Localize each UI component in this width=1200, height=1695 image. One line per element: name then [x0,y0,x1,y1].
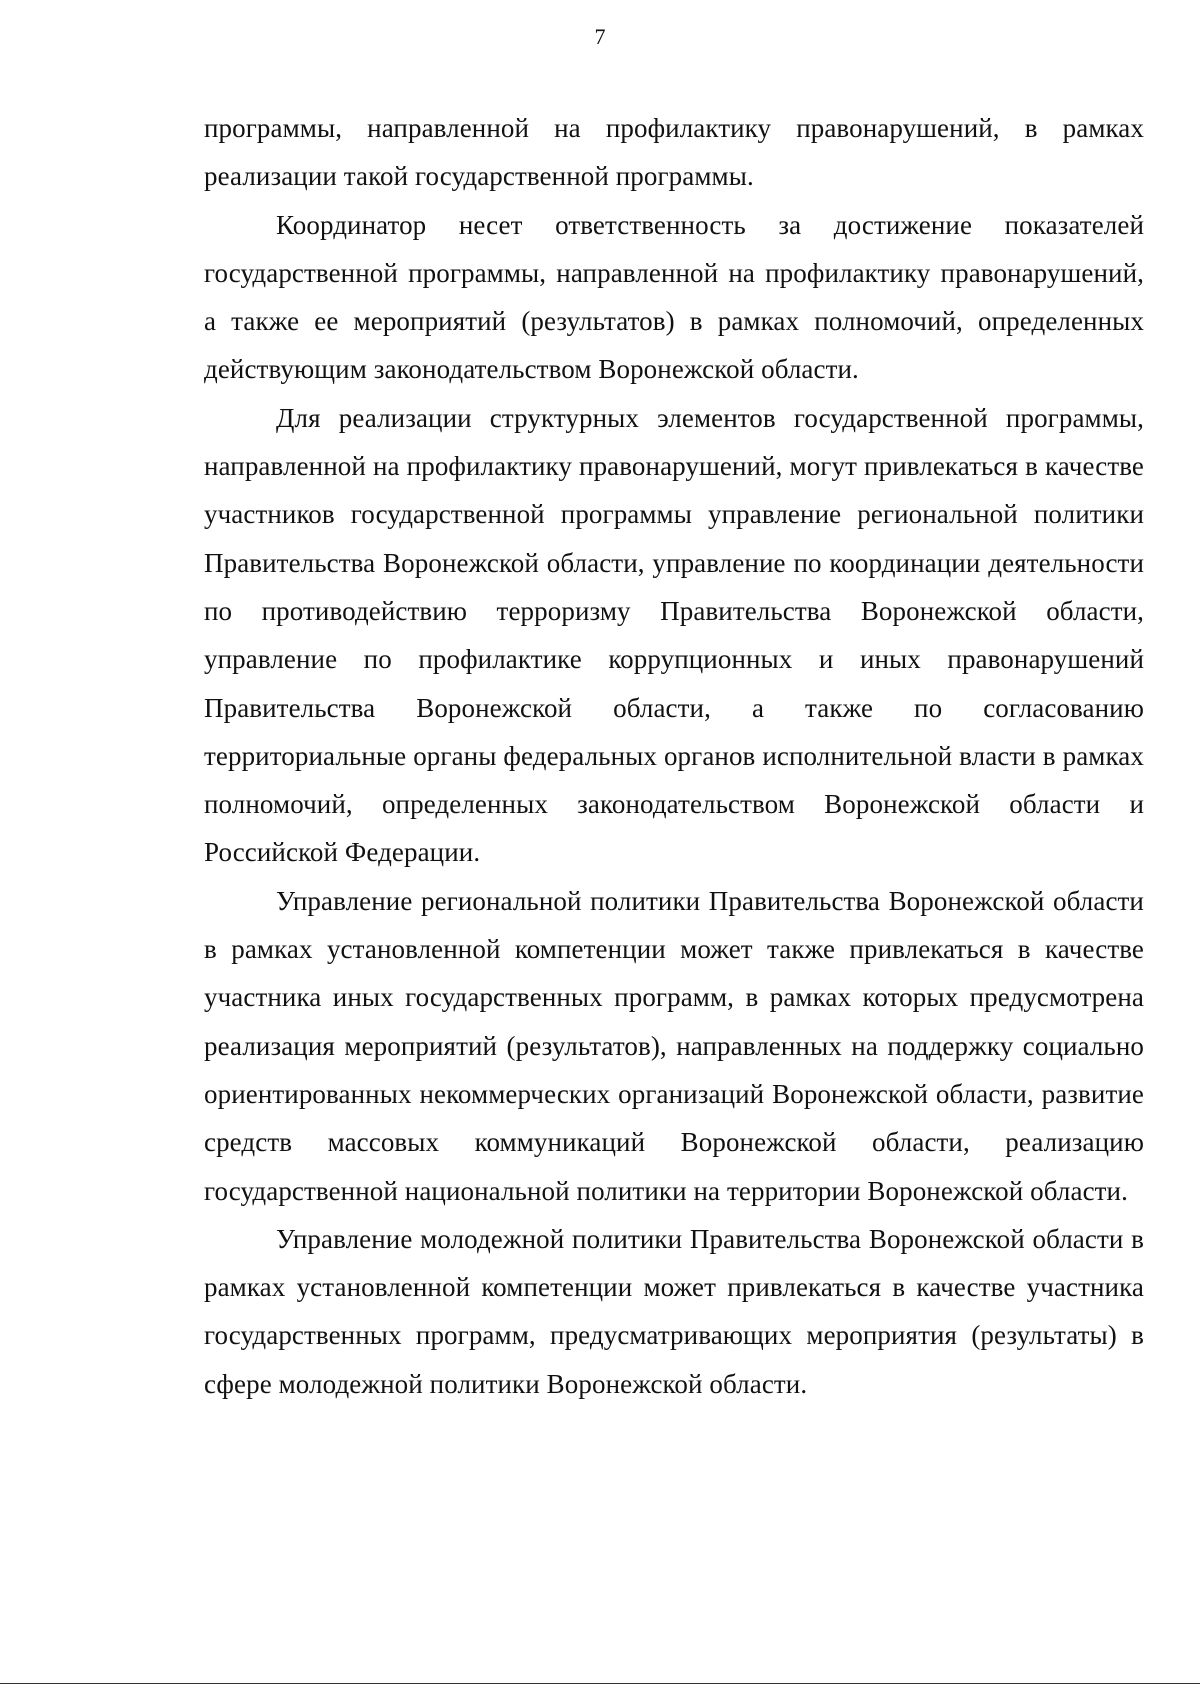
paragraph-coordinator-responsibility: Координатор несет ответственность за достижение показателей государственной программы, направленной на профилактику правонарушений, а также ее мероприятий (результатов) в рамках полномочий, определенных действующим законодательством Воронежской области. [204,209,1144,385]
paragraph-youth-policy-department: Управление молодежной политики Правительства Воронежской области в рамках установленной компетенции может привлекаться в качестве участника государственных программ, предусматривающих мероприятия (результаты) в сфере молодежной политики Воронежской области. [204,1223,1144,1399]
paragraph-regional-policy-department: Управление региональной политики Правительства Воронежской области в рамках установленной компетенции может также привлекаться в качестве участника иных государственных программ, в рамках которых предусмотрена реализация мероприятий (результатов), направленных на поддержку социально ориентированных некоммерческих организаций Воронежской области, развитие средств массовых коммуникаций Воронежской области, реализацию государственной национальной политики на территории Воронежской области. [204,885,1144,1206]
paragraph-continuation: программы, направленной на профилактику правонарушений, в рамках реализации такой государственной программы. [204,113,1144,192]
page-bottom-rule [0,1683,1200,1684]
document-body [204,104,1144,1408]
paragraph-participants: Для реализации структурных элементов государственной программы, направленной на профилактику правонарушений, могут привлекаться в качестве участников государственной программы управление региональной политики Правительства Воронежской области, управление по координации деятельности по противодействию терроризму Правительства Воронежской области, управление по профилактике коррупционных и иных правонарушений Правительства Воронежской области, а также по согласованию территориальные органы федеральных органов исполнительной власти в рамках полномочий, определенных законодательством Воронежской области и Российской Федерации. [204,402,1144,868]
page-number: 7 [594,24,606,49]
